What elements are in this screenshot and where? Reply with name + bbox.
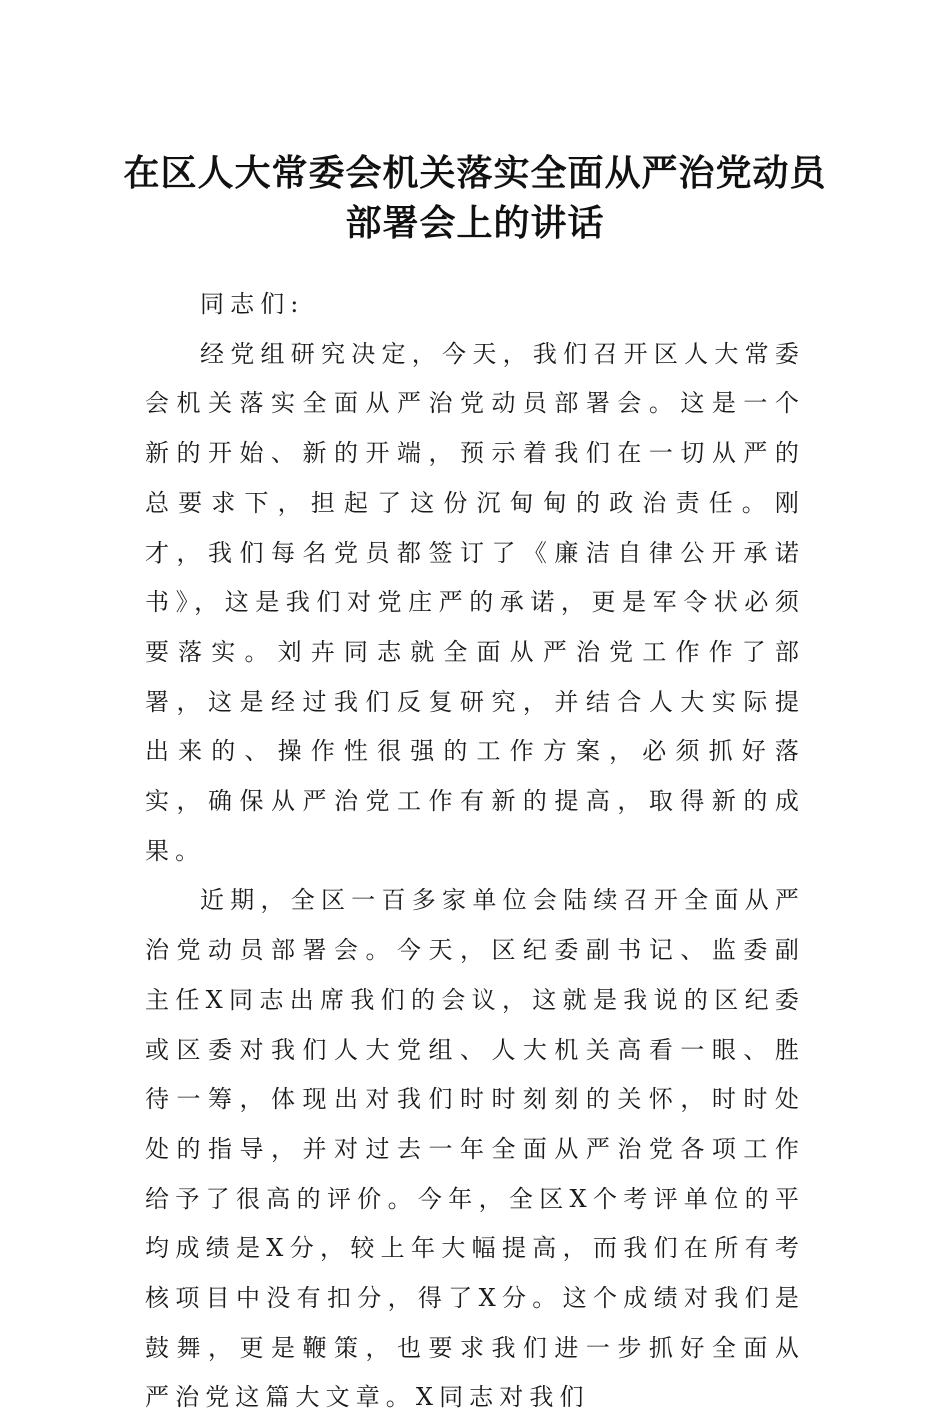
paragraph-2: 近期，全区一百多家单位会陆续召开全面从严治党动员部署会。今天，区纪委副书记、监委副主任X同志出席我们的会议，这就是我说的区纪委或区委对我们人大党组、人大机关高看一眼、胜待一筹，体现出对我们时时刻刻的关怀，时时处处的指导，并对过去一年全面从严治党各项工作给予了很高的评价。今年，全区X个考评单位的平均成绩是X分，较上年大幅提高，而我们在所有考核项目中没有扣分，得了X分。这个成绩对我们是鼓舞，更是鞭策，也要求我们进一步抓好全面从严治党这篇大文章。X同志对我们 — [145, 886, 805, 1412]
salutation: 同志们: — [200, 290, 305, 318]
paragraph-1: 经党组研究决定，今天，我们召开区人大常委会机关落实全面从严治党动员部署会。这是一个新的开始、新的开端，预示着我们在一切从严的总要求下，担起了这份沉甸甸的政治责任。刚才，我们每名党员都签订了《廉洁自律公开承诺书》，这是我们对党庄严的承诺，更是军令状必须要落实。刘卉同志就全面从严治党工作作了部署，这是经过我们反复研究，并结合人大实际提出来的、操作性很强的工作方案，必须抓好落实，确保从严治党工作有新的提高，取得新的成果。 — [145, 339, 805, 865]
document-title: 在区人大常委会机关落实全面从严治党动员部署会上的讲话 — [123, 152, 827, 244]
document-body — [145, 280, 805, 1423]
